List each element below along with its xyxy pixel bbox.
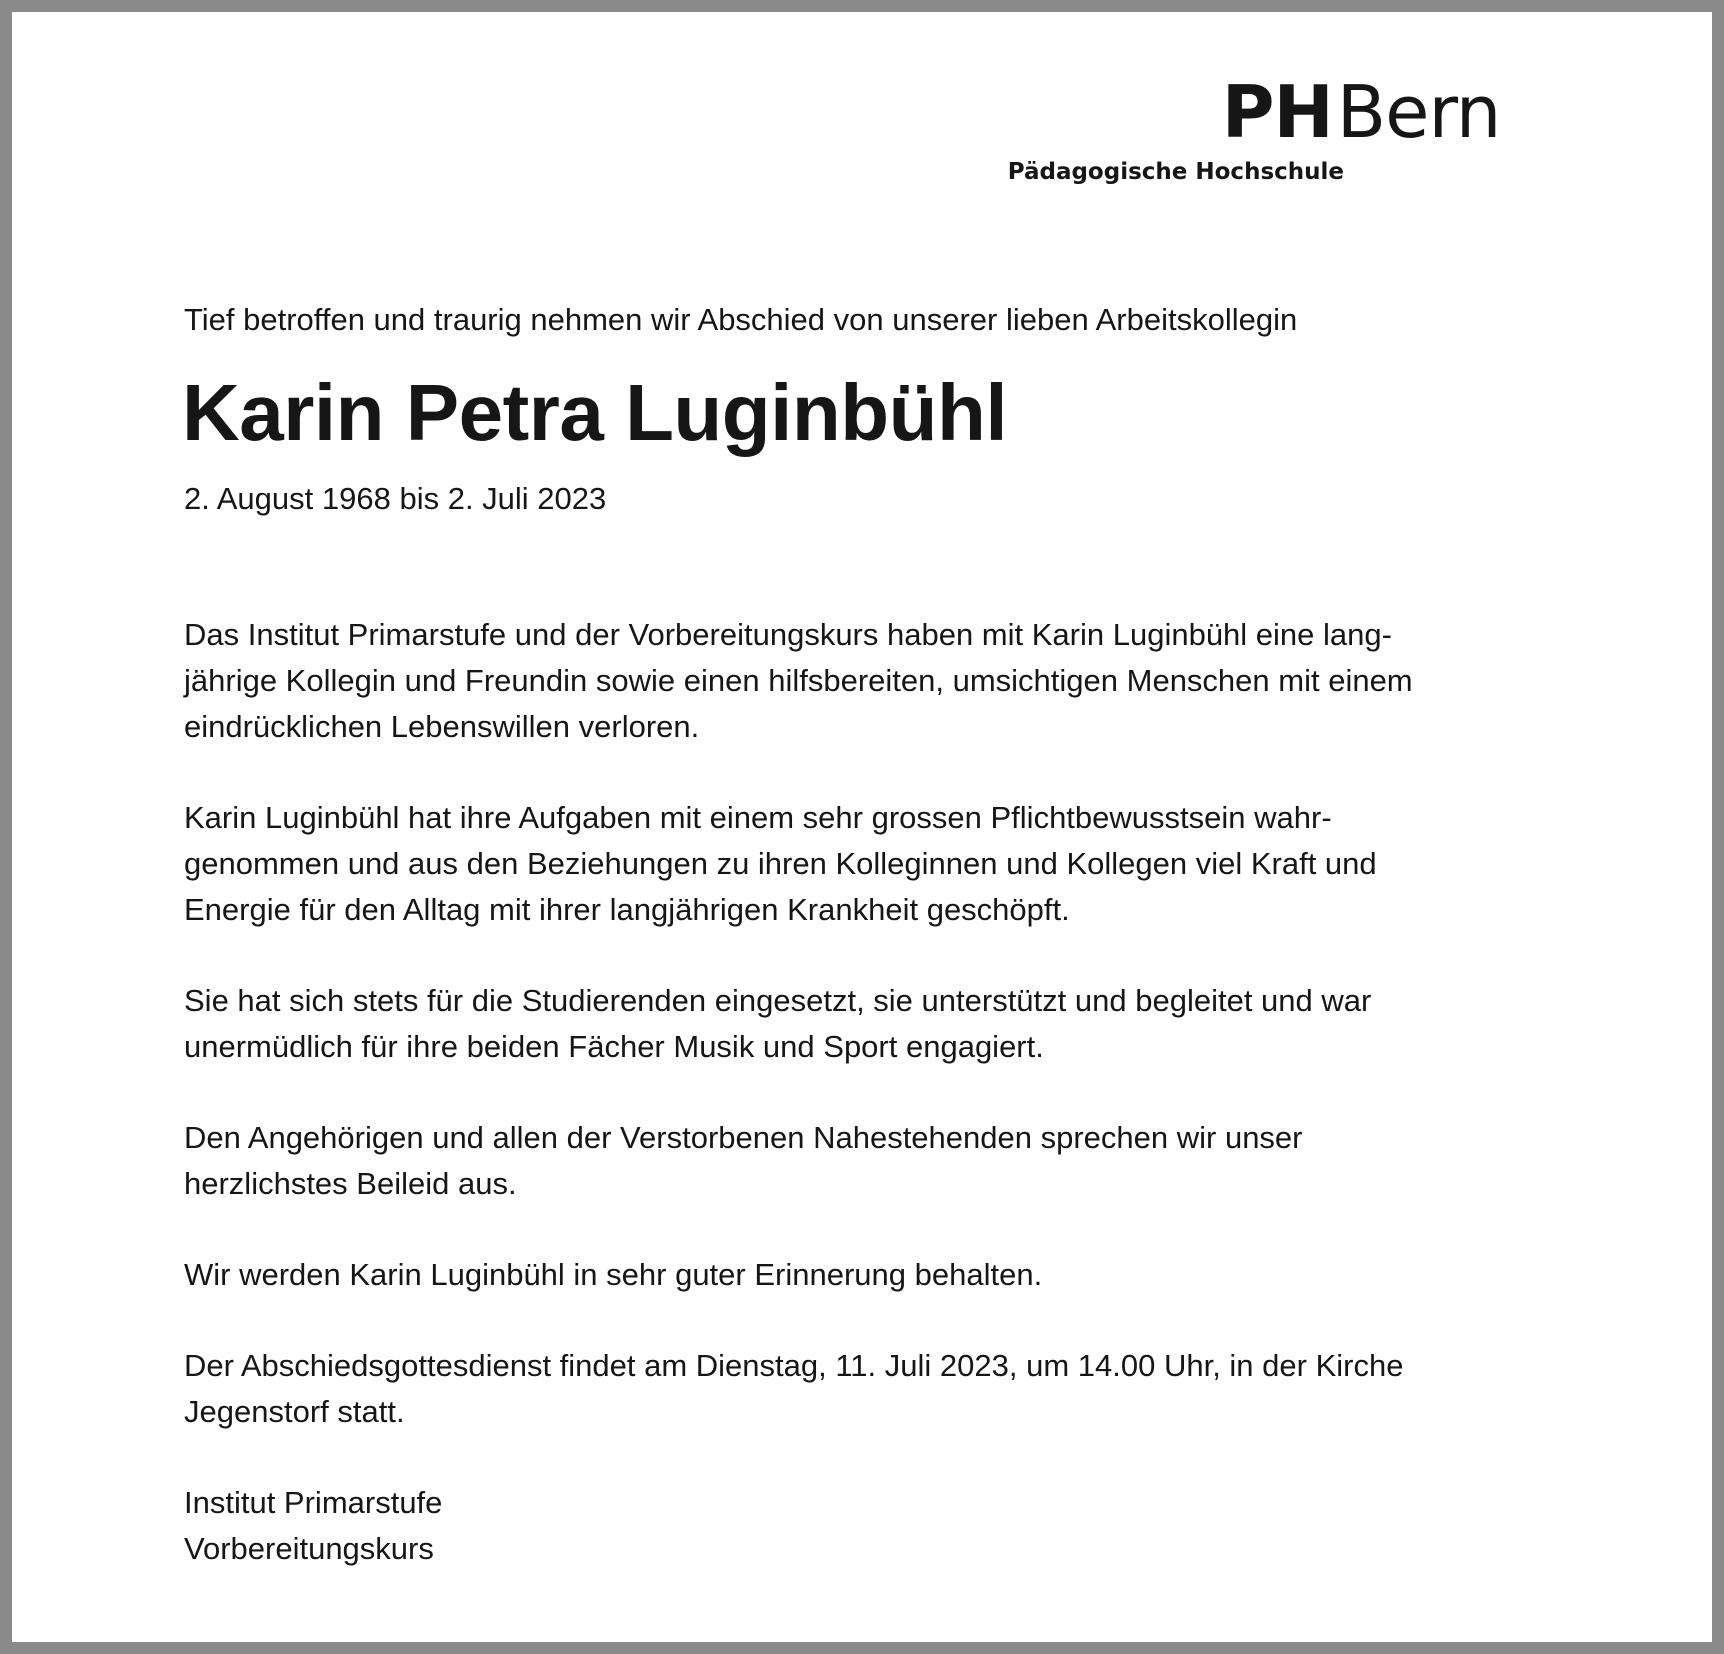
signature-line: Institut Primarstufe — [184, 1485, 443, 1520]
text-line: Energie für den Alltag mit ihrer langjährigen Krankheit geschöpft. — [184, 892, 1070, 927]
logo-ph: PH — [1221, 70, 1333, 154]
text-line: genommen und aus den Beziehungen zu ihren Kolleginnen und Kollegen viel Kraft und — [184, 846, 1377, 881]
paragraph — [184, 612, 1604, 750]
text-line: Karin Luginbühl hat ihre Aufgaben mit einem sehr grossen Pflichtbewusstsein wahr- — [184, 800, 1332, 835]
paragraph — [184, 1115, 1604, 1207]
life-dates: 2. August 1968 bis 2. Juli 2023 — [184, 481, 607, 516]
paragraph — [184, 795, 1604, 933]
text-line: Sie hat sich stets für die Studierenden eingesetzt, sie unterstützt und begleitet und war — [184, 983, 1372, 1018]
paragraph — [184, 1252, 1604, 1298]
text-line: eindrücklichen Lebenswillen verloren. — [184, 709, 700, 744]
intro-line: Tief betroffen und traurig nehmen wir Abschied von unserer lieben Arbeitskollegin — [184, 302, 1298, 337]
obituary-body — [184, 612, 1604, 1617]
logo-wordmark — [1222, 72, 1558, 152]
paragraph — [184, 978, 1604, 1070]
signature-block — [184, 1480, 1604, 1572]
text-line: Der Abschiedsgottesdienst findet am Dienstag, 11. Juli 2023, um 14.00 Uhr, in der Kirche — [184, 1348, 1404, 1383]
text-line: herzlichstes Beileid aus. — [184, 1166, 517, 1201]
text-line: jährige Kollegin und Freundin sowie einen hilfsbereiten, umsichtigen Menschen mit einem — [184, 663, 1413, 698]
text-line: Wir werden Karin Luginbühl in sehr guter Erinnerung behalten. — [184, 1257, 1043, 1292]
text-line: Das Institut Primarstufe und der Vorbereitungskurs haben mit Karin Luginbühl eine lang- — [184, 617, 1392, 652]
deceased-name: Karin Petra Luginbühl — [182, 368, 1008, 457]
obituary-page — [12, 12, 1712, 1642]
phbern-logo — [1007, 70, 1558, 186]
text-line: Jegenstorf statt. — [184, 1394, 405, 1429]
logo-subtitle: Pädagogische Hochschule — [1007, 159, 1344, 185]
logo-bern: Bern — [1336, 70, 1501, 154]
text-line: unermüdlich für ihre beiden Fächer Musik und Sport engagiert. — [184, 1029, 1044, 1064]
text-line: Den Angehörigen und allen der Verstorbenen Nahestehenden sprechen wir unser — [184, 1120, 1303, 1155]
signature-line: Vorbereitungskurs — [184, 1531, 434, 1566]
paragraph — [184, 1343, 1604, 1435]
